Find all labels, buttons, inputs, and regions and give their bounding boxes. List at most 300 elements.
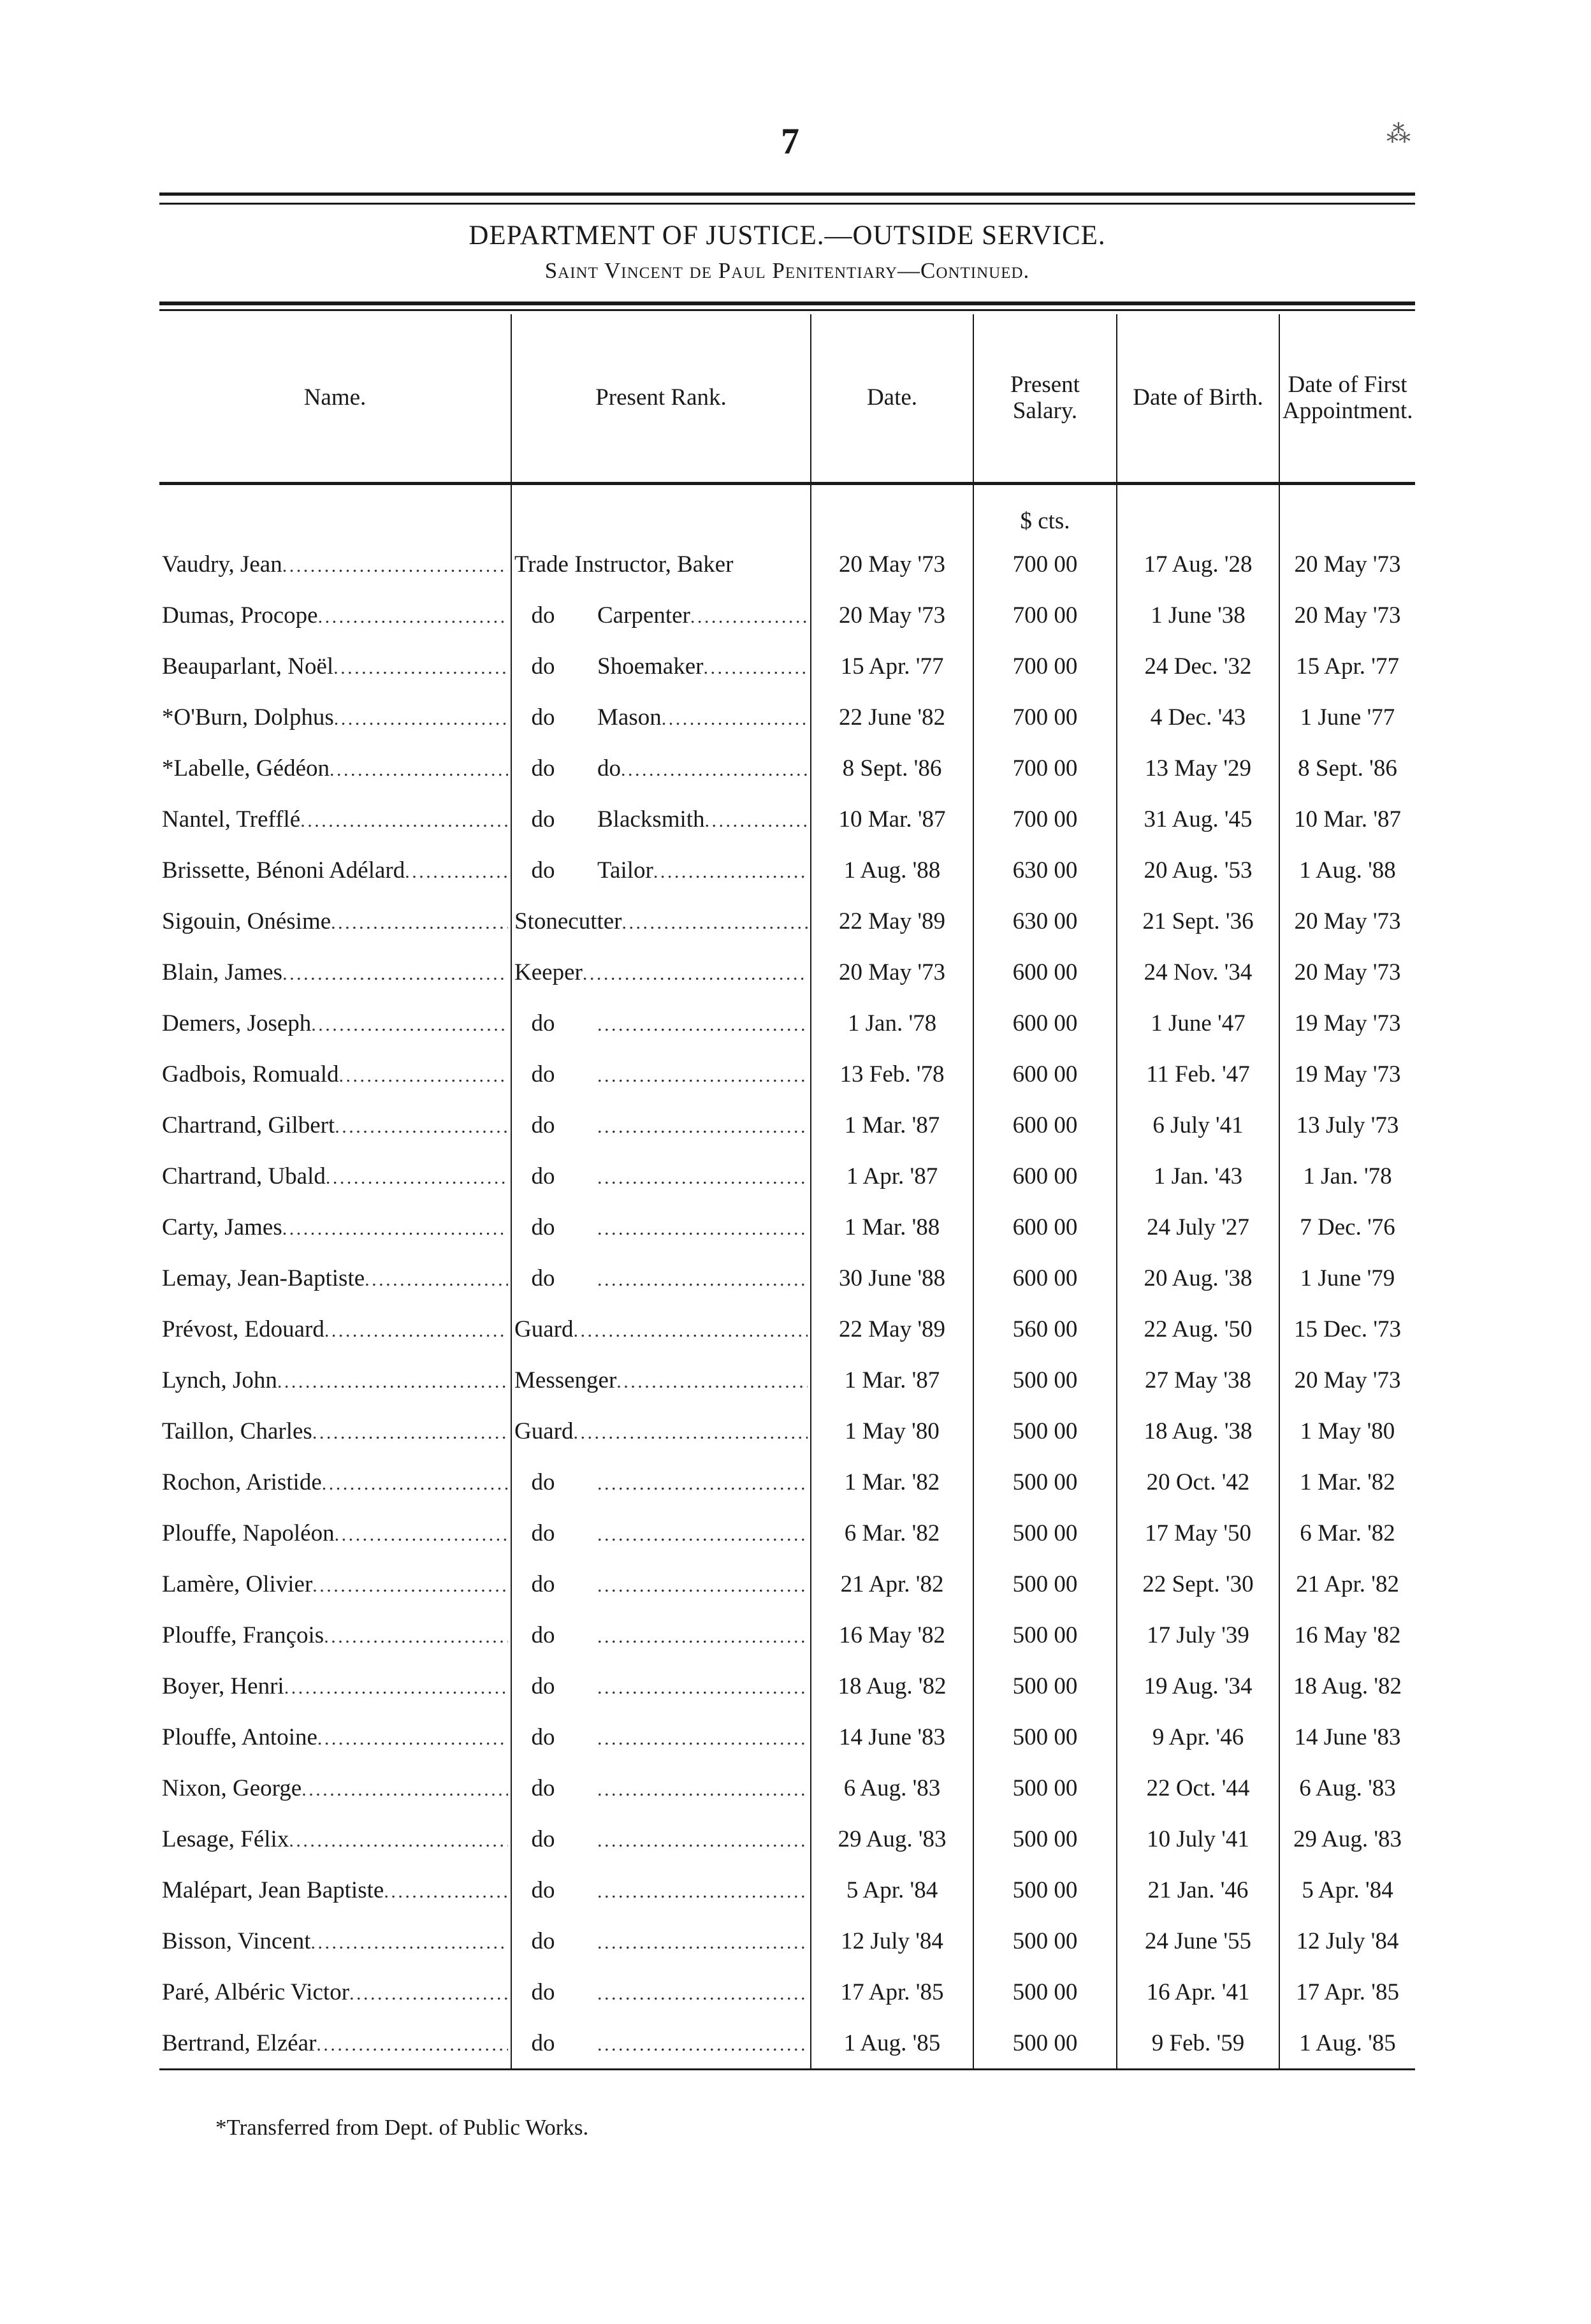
rank-ditto: do bbox=[531, 1571, 555, 1597]
employee-name: Nixon, George bbox=[162, 1775, 302, 1801]
cell-date: 20 May '73 bbox=[811, 947, 973, 998]
table-row bbox=[159, 743, 1415, 794]
rank-text: Tailor bbox=[597, 857, 653, 883]
employee-name: Chartrand, Gilbert bbox=[162, 1112, 335, 1138]
cell-rank bbox=[511, 1354, 811, 1405]
cell-first-appointment: 19 May '73 bbox=[1279, 998, 1415, 1049]
cell-rank bbox=[511, 641, 811, 692]
rank-ditto: do bbox=[531, 1265, 555, 1291]
cell-birth: 9 Apr. '46 bbox=[1117, 1711, 1279, 1762]
cell-first-appointment: 21 Apr. '82 bbox=[1279, 1558, 1415, 1609]
cell-date: 1 Aug. '88 bbox=[811, 845, 973, 896]
cell-salary: 700 00 bbox=[973, 641, 1117, 692]
cell-first-appointment: 20 May '73 bbox=[1279, 1354, 1415, 1405]
cell-birth: 20 Oct. '42 bbox=[1117, 1456, 1279, 1507]
employee-name: Vaudry, Jean bbox=[162, 551, 282, 577]
cell-birth: 22 Oct. '44 bbox=[1117, 1762, 1279, 1813]
cell-birth: 1 June '47 bbox=[1117, 998, 1279, 1049]
cell-salary: 500 00 bbox=[973, 1864, 1117, 1915]
table-row bbox=[159, 1558, 1415, 1609]
header-first-appointment: Date of First Appointment. bbox=[1279, 314, 1415, 484]
table-row bbox=[159, 896, 1415, 947]
cell-birth: 20 Aug. '53 bbox=[1117, 845, 1279, 896]
cell-first-appointment: 20 May '73 bbox=[1279, 947, 1415, 998]
staff-table bbox=[159, 314, 1415, 2070]
table-row bbox=[159, 1711, 1415, 1762]
cell-name bbox=[159, 1966, 511, 2017]
cell-name bbox=[159, 743, 511, 794]
employee-name: Beauparlant, Noël bbox=[162, 653, 334, 679]
cell-first-appointment: 7 Dec. '76 bbox=[1279, 1202, 1415, 1253]
rank-ditto: do bbox=[531, 1826, 555, 1852]
leader-dots bbox=[597, 1112, 808, 1139]
employee-name: Lynch, John bbox=[162, 1367, 277, 1393]
cell-birth: 4 Dec. '43 bbox=[1117, 692, 1279, 743]
leader-dots bbox=[311, 1010, 508, 1037]
table-row bbox=[159, 1507, 1415, 1558]
cell-rank bbox=[511, 1915, 811, 1966]
cell-name bbox=[159, 896, 511, 947]
cell-salary: 600 00 bbox=[973, 1151, 1117, 1202]
cell-date: 22 June '82 bbox=[811, 692, 973, 743]
rank-text: Stonecutter bbox=[514, 908, 622, 934]
table-row bbox=[159, 1151, 1415, 1202]
leader-dots bbox=[324, 1622, 508, 1649]
table-row bbox=[159, 1202, 1415, 1253]
cell-rank bbox=[511, 1100, 811, 1151]
table-row bbox=[159, 1660, 1415, 1711]
cell-date: 20 May '73 bbox=[811, 539, 973, 590]
cell-name bbox=[159, 539, 511, 590]
cell-date: 5 Apr. '84 bbox=[811, 1864, 973, 1915]
cell-date: 22 May '89 bbox=[811, 1304, 973, 1354]
table-row bbox=[159, 590, 1415, 641]
cell-date: 8 Sept. '86 bbox=[811, 743, 973, 794]
cell-date: 18 Aug. '82 bbox=[811, 1660, 973, 1711]
cell-date: 1 Jan. '78 bbox=[811, 998, 973, 1049]
leader-dots bbox=[324, 1316, 508, 1343]
leader-dots bbox=[622, 908, 808, 935]
cell-rank bbox=[511, 1966, 811, 2017]
cell-first-appointment: 16 May '82 bbox=[1279, 1609, 1415, 1660]
leader-dots bbox=[326, 1163, 508, 1190]
cell-salary: 560 00 bbox=[973, 1304, 1117, 1354]
cell-date: 6 Mar. '82 bbox=[811, 1507, 973, 1558]
rank-text: Guard bbox=[514, 1418, 574, 1444]
leader-dots bbox=[331, 908, 508, 935]
table-row bbox=[159, 2017, 1415, 2070]
cell-rank bbox=[511, 692, 811, 743]
cell-date: 10 Mar. '87 bbox=[811, 794, 973, 845]
cell-date: 1 Mar. '87 bbox=[811, 1354, 973, 1405]
cell-rank bbox=[511, 1456, 811, 1507]
cell-date: 29 Aug. '83 bbox=[811, 1813, 973, 1864]
rank-ditto: do bbox=[531, 1979, 555, 2005]
leader-dots bbox=[300, 806, 508, 833]
leader-dots bbox=[330, 755, 508, 782]
employee-name: Paré, Albéric Victor bbox=[162, 1979, 350, 2005]
employee-name: Gadbois, Romuald bbox=[162, 1061, 339, 1087]
cell-date: 1 Mar. '82 bbox=[811, 1456, 973, 1507]
leader-dots bbox=[316, 2030, 508, 2057]
leader-dots bbox=[597, 1469, 808, 1496]
employee-name: Blain, James bbox=[162, 959, 283, 985]
cell-salary: 600 00 bbox=[973, 1100, 1117, 1151]
leader-dots bbox=[690, 602, 808, 629]
table-row bbox=[159, 641, 1415, 692]
table-row bbox=[159, 1354, 1415, 1405]
leader-dots bbox=[312, 1418, 508, 1445]
leader-dots bbox=[653, 857, 808, 884]
cell-name bbox=[159, 947, 511, 998]
cell-name bbox=[159, 1253, 511, 1304]
cell-salary: 500 00 bbox=[973, 1507, 1117, 1558]
table-row bbox=[159, 1762, 1415, 1813]
leader-dots bbox=[365, 1265, 508, 1292]
cell-rank bbox=[511, 743, 811, 794]
cell-salary: 500 00 bbox=[973, 1405, 1117, 1456]
rank-text: Carpenter bbox=[597, 602, 690, 628]
leader-dots bbox=[705, 806, 808, 833]
page-number: 7 bbox=[781, 120, 799, 162]
cell-name bbox=[159, 1202, 511, 1253]
cell-first-appointment: 1 Aug. '85 bbox=[1279, 2017, 1415, 2070]
ink-mark: ⁂ bbox=[1386, 121, 1411, 148]
cell-rank bbox=[511, 845, 811, 896]
leader-dots bbox=[317, 1724, 508, 1751]
cell-name bbox=[159, 1609, 511, 1660]
cell-date: 14 June '83 bbox=[811, 1711, 973, 1762]
cell-name bbox=[159, 590, 511, 641]
cell-date: 22 May '89 bbox=[811, 896, 973, 947]
cell-rank bbox=[511, 794, 811, 845]
cell-first-appointment: 20 May '73 bbox=[1279, 896, 1415, 947]
cell-salary: 500 00 bbox=[973, 1456, 1117, 1507]
leader-dots bbox=[318, 602, 508, 629]
cell-date: 1 Mar. '88 bbox=[811, 1202, 973, 1253]
leader-dots bbox=[597, 1163, 808, 1190]
cell-name bbox=[159, 1558, 511, 1609]
cell-birth: 11 Feb. '47 bbox=[1117, 1049, 1279, 1100]
cell-name bbox=[159, 1049, 511, 1100]
cell-rank bbox=[511, 998, 811, 1049]
leader-dots bbox=[322, 1469, 508, 1496]
employee-name: Chartrand, Ubald bbox=[162, 1163, 326, 1189]
cell-first-appointment: 5 Apr. '84 bbox=[1279, 1864, 1415, 1915]
employee-name: *O'Burn, Dolphus bbox=[162, 704, 334, 730]
leader-dots bbox=[282, 1214, 508, 1241]
cell-first-appointment: 1 June '79 bbox=[1279, 1253, 1415, 1304]
leader-dots bbox=[597, 1724, 808, 1751]
top-rule-thin bbox=[159, 203, 1415, 205]
cell-salary: 600 00 bbox=[973, 1253, 1117, 1304]
leader-dots bbox=[277, 1367, 508, 1394]
cell-first-appointment: 1 June '77 bbox=[1279, 692, 1415, 743]
cell-rank bbox=[511, 1304, 811, 1354]
employee-name: Plouffe, François bbox=[162, 1622, 324, 1648]
cell-salary: 500 00 bbox=[973, 1762, 1117, 1813]
cell-rank bbox=[511, 2017, 811, 2070]
staff-table-wrapper bbox=[159, 314, 1415, 2070]
cell-birth: 6 July '41 bbox=[1117, 1100, 1279, 1151]
cell-date: 16 May '82 bbox=[811, 1609, 973, 1660]
cell-birth: 24 Dec. '32 bbox=[1117, 641, 1279, 692]
cell-birth: 17 Aug. '28 bbox=[1117, 539, 1279, 590]
employee-name: Bisson, Vincent bbox=[162, 1928, 311, 1954]
rank-ditto: do bbox=[531, 704, 555, 730]
cell-date: 1 Mar. '87 bbox=[811, 1100, 973, 1151]
cell-salary: 500 00 bbox=[973, 1609, 1117, 1660]
cell-rank bbox=[511, 1762, 811, 1813]
cell-date: 1 Aug. '85 bbox=[811, 2017, 973, 2070]
employee-name: Lesage, Félix bbox=[162, 1826, 289, 1852]
cell-date: 17 Apr. '85 bbox=[811, 1966, 973, 2017]
cell-date: 12 July '84 bbox=[811, 1915, 973, 1966]
footnote: *Transferred from Dept. of Public Works. bbox=[215, 2115, 589, 2140]
rank-ditto: do bbox=[531, 1469, 555, 1495]
employee-name: Lemay, Jean-Baptiste bbox=[162, 1265, 365, 1291]
table-row bbox=[159, 1609, 1415, 1660]
leader-dots bbox=[597, 1571, 808, 1598]
cell-birth: 1 June '38 bbox=[1117, 590, 1279, 641]
cell-salary: 630 00 bbox=[973, 845, 1117, 896]
cell-salary: 500 00 bbox=[973, 1660, 1117, 1711]
page-title: DEPARTMENT OF JUSTICE.—OUTSIDE SERVICE. bbox=[469, 221, 1106, 251]
cell-date: 1 May '80 bbox=[811, 1405, 973, 1456]
employee-name: Prévost, Edouard bbox=[162, 1316, 324, 1342]
leader-dots bbox=[616, 1367, 808, 1394]
table-row bbox=[159, 1253, 1415, 1304]
cell-birth: 27 May '38 bbox=[1117, 1354, 1279, 1405]
cell-birth: 20 Aug. '38 bbox=[1117, 1253, 1279, 1304]
cell-birth: 9 Feb. '59 bbox=[1117, 2017, 1279, 2070]
employee-name: *Labelle, Gédéon bbox=[162, 755, 330, 781]
rank-ditto: do bbox=[531, 1010, 555, 1036]
leader-dots bbox=[335, 1520, 508, 1547]
cell-name bbox=[159, 692, 511, 743]
leader-dots bbox=[384, 1877, 508, 1904]
cell-salary: 600 00 bbox=[973, 998, 1117, 1049]
top-rule bbox=[159, 192, 1415, 196]
rank-ditto: do bbox=[531, 2030, 555, 2056]
leader-dots bbox=[597, 1775, 808, 1802]
leader-dots bbox=[621, 755, 808, 782]
cell-rank bbox=[511, 1253, 811, 1304]
table-row bbox=[159, 1456, 1415, 1507]
cell-first-appointment: 6 Aug. '83 bbox=[1279, 1762, 1415, 1813]
cell-birth: 22 Aug. '50 bbox=[1117, 1304, 1279, 1354]
rank-text: do bbox=[597, 755, 621, 781]
cell-first-appointment: 1 Jan. '78 bbox=[1279, 1151, 1415, 1202]
table-row bbox=[159, 539, 1415, 590]
salary-unit-label: $ cts. bbox=[973, 484, 1117, 539]
cell-salary: 700 00 bbox=[973, 539, 1117, 590]
header-rule bbox=[159, 301, 1415, 305]
employee-name: Bertrand, Elzéar bbox=[162, 2030, 317, 2056]
cell-name bbox=[159, 1354, 511, 1405]
rank-ditto: do bbox=[531, 1112, 555, 1138]
cell-name bbox=[159, 998, 511, 1049]
leader-dots bbox=[301, 1775, 508, 1802]
cell-salary: 500 00 bbox=[973, 1354, 1117, 1405]
header-date: Date. bbox=[811, 314, 973, 484]
cell-salary: 600 00 bbox=[973, 947, 1117, 998]
cell-rank bbox=[511, 1202, 811, 1253]
table-row bbox=[159, 998, 1415, 1049]
header-rule-thin bbox=[159, 309, 1415, 311]
leader-dots bbox=[284, 1673, 508, 1700]
cell-date: 1 Apr. '87 bbox=[811, 1151, 973, 1202]
employee-name: Dumas, Procope bbox=[162, 602, 318, 628]
cell-first-appointment: 1 Aug. '88 bbox=[1279, 845, 1415, 896]
cell-rank bbox=[511, 1813, 811, 1864]
leader-dots bbox=[583, 959, 808, 986]
cell-rank bbox=[511, 1507, 811, 1558]
cell-rank bbox=[511, 1609, 811, 1660]
table-header-row bbox=[159, 314, 1415, 484]
table-row bbox=[159, 1813, 1415, 1864]
cell-rank bbox=[511, 539, 811, 590]
cell-name bbox=[159, 1813, 511, 1864]
leader-dots bbox=[597, 1010, 808, 1037]
cell-name bbox=[159, 845, 511, 896]
table-row bbox=[159, 1049, 1415, 1100]
rank-ditto: do bbox=[531, 1928, 555, 1954]
cell-rank bbox=[511, 1711, 811, 1762]
cell-name bbox=[159, 1864, 511, 1915]
cell-first-appointment: 8 Sept. '86 bbox=[1279, 743, 1415, 794]
cell-rank bbox=[511, 896, 811, 947]
rank-ditto: do bbox=[531, 806, 555, 832]
cell-name bbox=[159, 1711, 511, 1762]
rank-text: Keeper bbox=[514, 959, 583, 985]
cell-first-appointment: 1 Mar. '82 bbox=[1279, 1456, 1415, 1507]
leader-dots bbox=[338, 1061, 508, 1088]
cell-salary: 700 00 bbox=[973, 692, 1117, 743]
rank-text: Shoemaker bbox=[597, 653, 704, 679]
rank-text: Guard bbox=[514, 1316, 574, 1342]
cell-salary: 700 00 bbox=[973, 794, 1117, 845]
employee-name: Boyer, Henri bbox=[162, 1673, 284, 1699]
cell-name bbox=[159, 1151, 511, 1202]
cell-birth: 31 Aug. '45 bbox=[1117, 794, 1279, 845]
employee-name: Carty, James bbox=[162, 1214, 282, 1240]
cell-birth: 10 July '41 bbox=[1117, 1813, 1279, 1864]
cell-rank bbox=[511, 1864, 811, 1915]
rank-ditto: do bbox=[531, 1673, 555, 1699]
leader-dots bbox=[597, 1877, 808, 1904]
leader-dots bbox=[597, 1979, 808, 2006]
leader-dots bbox=[597, 1673, 808, 1700]
header-salary: Present Salary. bbox=[973, 314, 1117, 484]
leader-dots bbox=[597, 1826, 808, 1853]
cell-first-appointment: 19 May '73 bbox=[1279, 1049, 1415, 1100]
cell-salary: 500 00 bbox=[973, 1711, 1117, 1762]
cell-name bbox=[159, 2017, 511, 2070]
cell-name bbox=[159, 1405, 511, 1456]
employee-name: Plouffe, Antoine bbox=[162, 1724, 317, 1750]
cell-birth: 22 Sept. '30 bbox=[1117, 1558, 1279, 1609]
header-name: Name. bbox=[159, 314, 511, 484]
cell-first-appointment: 17 Apr. '85 bbox=[1279, 1966, 1415, 2017]
table-row bbox=[159, 1405, 1415, 1456]
cell-birth: 16 Apr. '41 bbox=[1117, 1966, 1279, 2017]
cell-salary: 500 00 bbox=[973, 1813, 1117, 1864]
cell-first-appointment: 14 June '83 bbox=[1279, 1711, 1415, 1762]
rank-text: Messenger bbox=[514, 1367, 617, 1393]
cell-birth: 17 May '50 bbox=[1117, 1507, 1279, 1558]
employee-name: Taillon, Charles bbox=[162, 1418, 312, 1444]
rank-ditto: do bbox=[531, 857, 555, 883]
leader-dots bbox=[597, 1061, 808, 1088]
cell-first-appointment: 6 Mar. '82 bbox=[1279, 1507, 1415, 1558]
cell-birth: 21 Jan. '46 bbox=[1117, 1864, 1279, 1915]
cell-salary: 630 00 bbox=[973, 896, 1117, 947]
leader-dots bbox=[312, 1571, 508, 1598]
cell-date: 20 May '73 bbox=[811, 590, 973, 641]
cell-first-appointment: 12 July '84 bbox=[1279, 1915, 1415, 1966]
leader-dots bbox=[597, 1928, 808, 1955]
rank-ditto: do bbox=[531, 1775, 555, 1801]
table-row bbox=[159, 1100, 1415, 1151]
employee-name: Brissette, Bénoni Adélard bbox=[162, 857, 405, 883]
cell-name bbox=[159, 794, 511, 845]
cell-name bbox=[159, 1507, 511, 1558]
cell-first-appointment: 1 May '80 bbox=[1279, 1405, 1415, 1456]
cell-birth: 19 Aug. '34 bbox=[1117, 1660, 1279, 1711]
cell-salary: 500 00 bbox=[973, 1558, 1117, 1609]
leader-dots bbox=[333, 653, 508, 680]
employee-name: Lamère, Olivier bbox=[162, 1571, 313, 1597]
employee-name: Demers, Joseph bbox=[162, 1010, 312, 1036]
table-row bbox=[159, 794, 1415, 845]
employee-name: Malépart, Jean Baptiste bbox=[162, 1877, 384, 1903]
employee-name: Nantel, Trefflé bbox=[162, 806, 301, 832]
cell-rank bbox=[511, 1558, 811, 1609]
cell-salary: 700 00 bbox=[973, 743, 1117, 794]
cell-salary: 500 00 bbox=[973, 1966, 1117, 2017]
cell-first-appointment: 13 July '73 bbox=[1279, 1100, 1415, 1151]
rank-ditto: do bbox=[531, 602, 555, 628]
leader-dots bbox=[597, 1520, 808, 1547]
cell-name bbox=[159, 1100, 511, 1151]
table-row bbox=[159, 692, 1415, 743]
cell-birth: 18 Aug. '38 bbox=[1117, 1405, 1279, 1456]
cell-rank bbox=[511, 1660, 811, 1711]
leader-dots bbox=[597, 1214, 808, 1241]
cell-rank bbox=[511, 947, 811, 998]
cell-date: 15 Apr. '77 bbox=[811, 641, 973, 692]
cell-salary: 500 00 bbox=[973, 1915, 1117, 1966]
leader-dots bbox=[662, 704, 808, 731]
employee-name: Sigouin, Onésime bbox=[162, 908, 331, 934]
rank-text: Trade Instructor, Baker bbox=[514, 551, 734, 577]
cell-first-appointment: 15 Apr. '77 bbox=[1279, 641, 1415, 692]
cell-name bbox=[159, 1762, 511, 1813]
cell-birth: 24 Nov. '34 bbox=[1117, 947, 1279, 998]
leader-dots bbox=[573, 1418, 808, 1445]
rank-ditto: do bbox=[531, 1622, 555, 1648]
cell-birth: 1 Jan. '43 bbox=[1117, 1151, 1279, 1202]
rank-ditto: do bbox=[531, 1724, 555, 1750]
cell-birth: 24 July '27 bbox=[1117, 1202, 1279, 1253]
leader-dots bbox=[349, 1979, 508, 2006]
rank-ditto: do bbox=[531, 1214, 555, 1240]
header-birth: Date of Birth. bbox=[1117, 314, 1279, 484]
leader-dots bbox=[573, 1316, 808, 1343]
employee-name: Plouffe, Napoléon bbox=[162, 1520, 335, 1546]
leader-dots bbox=[335, 1112, 508, 1139]
